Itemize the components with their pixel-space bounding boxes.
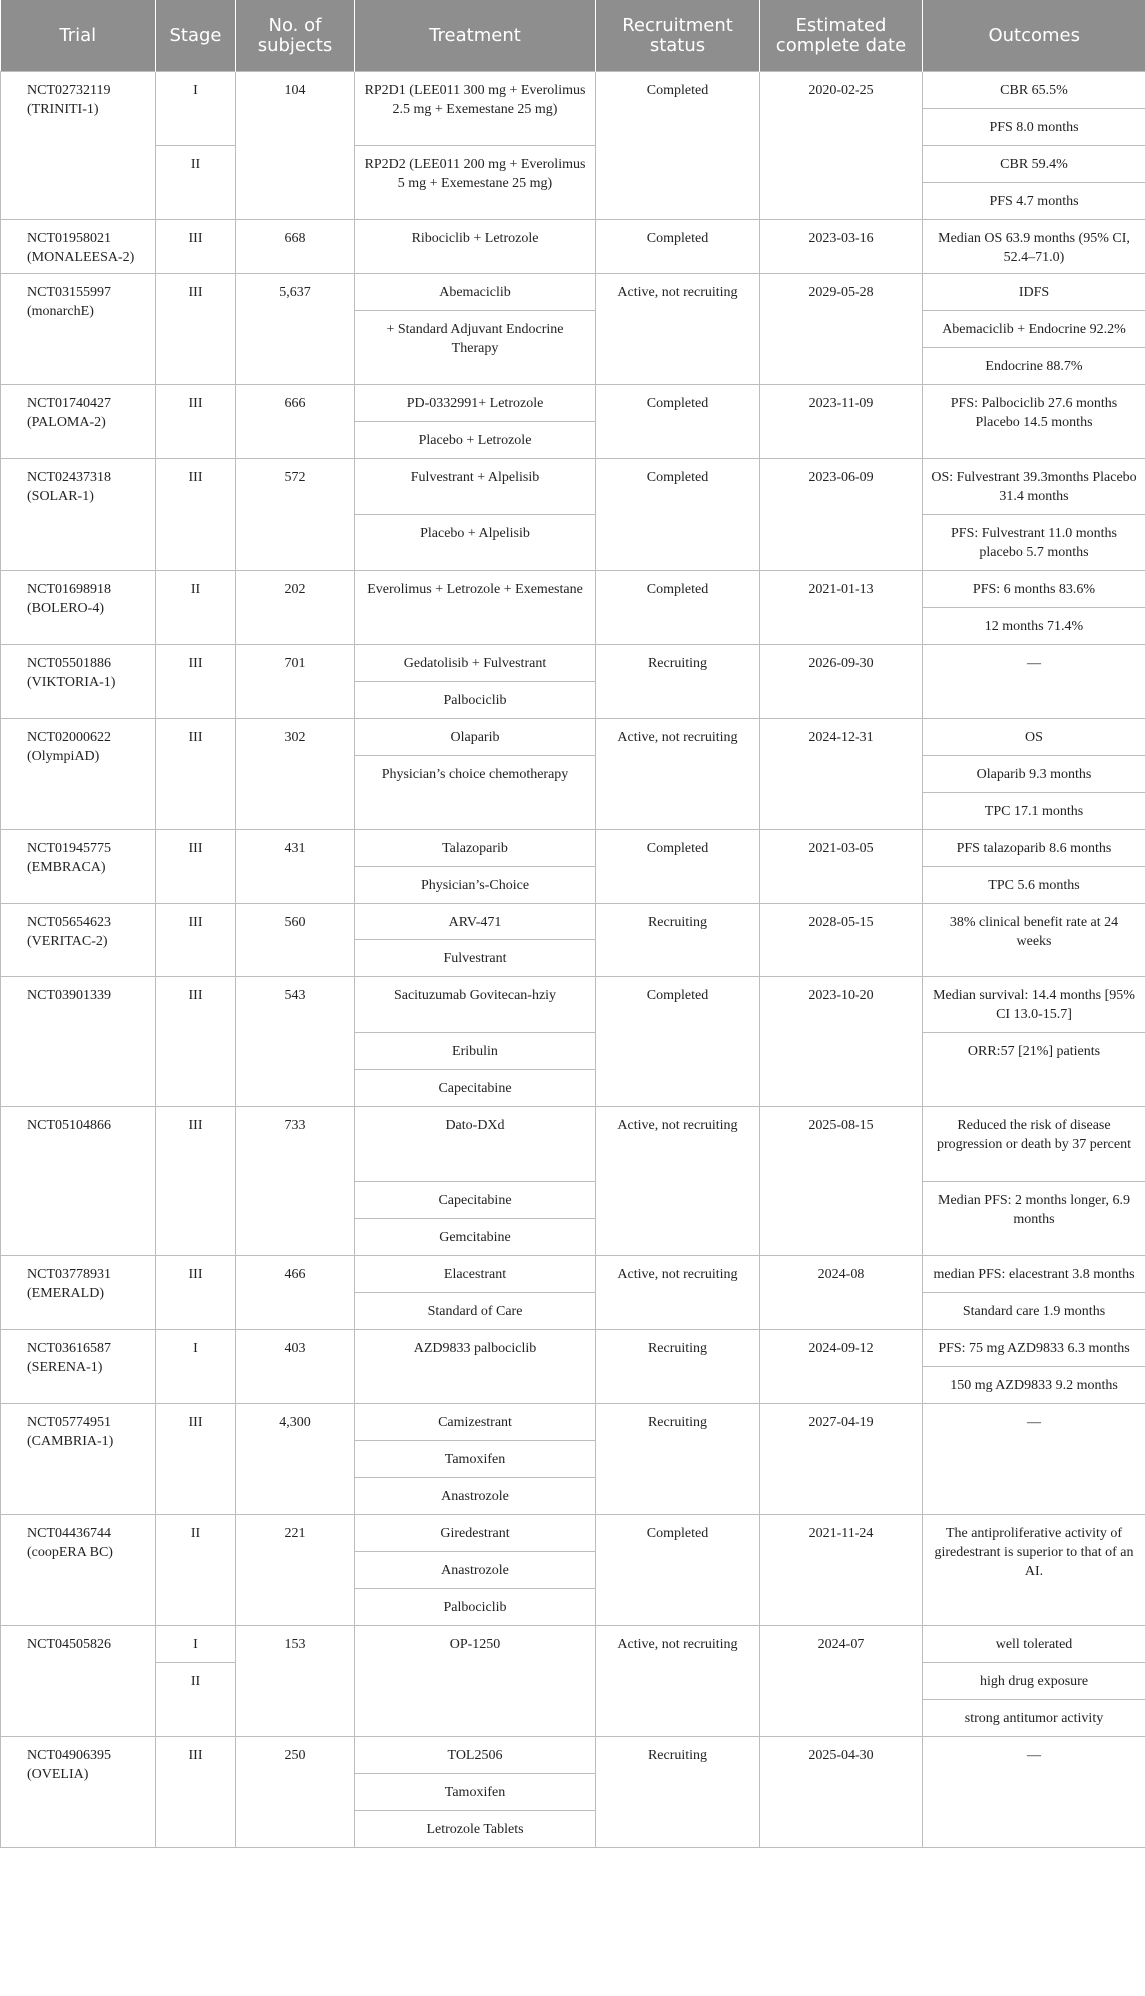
outcome-cell: ORR:57 [21%] patients — [923, 1033, 1145, 1107]
status-cell: Completed — [596, 1515, 760, 1626]
header-row — [1, 0, 1145, 72]
trial-name: (coopERA BC) — [27, 1545, 113, 1560]
trial-id: NCT03778931 — [27, 1267, 111, 1282]
outcome-cell: 38% clinical benefit rate at 24 weeks — [923, 904, 1145, 977]
trial-cell — [1, 1515, 156, 1626]
date-cell: 2023-03-16 — [760, 220, 923, 274]
treatment-cell: AZD9833 palbociclib — [355, 1330, 596, 1404]
header-estimated-complete-date: Estimated complete date — [760, 0, 923, 72]
treatment-cell: Physician’s choice chemotherapy — [355, 756, 596, 830]
status-cell: Completed — [596, 72, 760, 220]
outcome-cell: Median PFS: 2 months longer, 6.9 months — [923, 1182, 1145, 1256]
stage-cell: III — [156, 904, 236, 977]
trial-id: NCT05104866 — [27, 1118, 111, 1133]
subjects-cell: 403 — [236, 1330, 355, 1404]
header-recruitment-status: Recruitment status — [596, 0, 760, 72]
outcome-cell: 12 months 71.4% — [923, 608, 1145, 645]
treatment-cell: Anastrozole — [355, 1478, 596, 1515]
treatment-cell: Standard of Care — [355, 1293, 596, 1330]
date-cell: 2026-09-30 — [760, 645, 923, 719]
date-cell: 2021-03-05 — [760, 830, 923, 904]
subjects-cell: 302 — [236, 719, 355, 830]
trial-name: (VERITAC-2) — [27, 934, 108, 949]
table-row — [1, 645, 1145, 682]
outcome-cell: IDFS — [923, 274, 1145, 311]
table-header — [1, 0, 1145, 72]
subjects-cell: 250 — [236, 1737, 355, 1848]
treatment-cell: Placebo + Alpelisib — [355, 515, 596, 571]
outcome-cell: CBR 65.5% — [923, 72, 1145, 109]
stage-cell: III — [156, 385, 236, 459]
treatment-cell: Tamoxifen — [355, 1774, 596, 1811]
trial-cell — [1, 274, 156, 385]
trial-cell — [1, 904, 156, 977]
trial-name: (PALOMA-2) — [27, 415, 106, 430]
treatment-cell: PD-0332991+ Letrozole — [355, 385, 596, 422]
header-outcomes: Outcomes — [923, 0, 1145, 72]
trial-cell — [1, 1107, 156, 1256]
status-cell: Active, not recruiting — [596, 1107, 760, 1256]
treatment-cell: Gedatolisib + Fulvestrant — [355, 645, 596, 682]
date-cell: 2025-08-15 — [760, 1107, 923, 1256]
date-cell: 2020-02-25 — [760, 72, 923, 220]
date-cell: 2024-12-31 — [760, 719, 923, 830]
treatment-cell: Anastrozole — [355, 1552, 596, 1589]
table-row — [1, 1737, 1145, 1774]
subjects-cell: 466 — [236, 1256, 355, 1330]
trial-name: (SERENA-1) — [27, 1360, 103, 1375]
subjects-cell: 572 — [236, 459, 355, 571]
subjects-cell: 733 — [236, 1107, 355, 1256]
status-cell: Recruiting — [596, 904, 760, 977]
trial-name: (EMBRACA) — [27, 860, 106, 875]
date-cell: 2023-10-20 — [760, 977, 923, 1107]
trial-id: NCT05501886 — [27, 656, 111, 671]
status-cell: Active, not recruiting — [596, 719, 760, 830]
trial-id: NCT03155997 — [27, 285, 111, 300]
date-cell: 2021-11-24 — [760, 1515, 923, 1626]
treatment-cell: Palbociclib — [355, 1589, 596, 1626]
trial-cell — [1, 1626, 156, 1737]
date-cell: 2024-08 — [760, 1256, 923, 1330]
date-cell: 2024-07 — [760, 1626, 923, 1737]
status-cell: Completed — [596, 571, 760, 645]
treatment-cell: + Standard Adjuvant Endocrine Therapy — [355, 311, 596, 385]
stage-cell: II — [156, 571, 236, 645]
trial-cell — [1, 977, 156, 1107]
subjects-cell: 431 — [236, 830, 355, 904]
trial-id: NCT02437318 — [27, 470, 111, 485]
trial-cell — [1, 1330, 156, 1404]
date-cell: 2027-04-19 — [760, 1404, 923, 1515]
outcome-cell: Abemaciclib + Endocrine 92.2% — [923, 311, 1145, 348]
date-cell: 2021-01-13 — [760, 571, 923, 645]
treatment-cell: Fulvestrant + Alpelisib — [355, 459, 596, 515]
treatment-cell: Giredestrant — [355, 1515, 596, 1552]
table-row — [1, 719, 1145, 756]
outcome-cell: OS — [923, 719, 1145, 756]
status-cell: Recruiting — [596, 1737, 760, 1848]
table-row — [1, 1404, 1145, 1441]
header-subjects: No. of subjects — [236, 0, 355, 72]
status-cell: Completed — [596, 830, 760, 904]
table-row — [1, 274, 1145, 311]
trial-id: NCT05654623 — [27, 915, 111, 930]
trial-name: (VIKTORIA-1) — [27, 675, 116, 690]
trial-id: NCT04436744 — [27, 1526, 111, 1541]
treatment-cell: Eribulin — [355, 1033, 596, 1070]
treatment-cell: ARV-471 — [355, 904, 596, 940]
trial-name: (OVELIA) — [27, 1767, 89, 1782]
outcome-cell: — — [923, 645, 1145, 719]
table-row — [1, 1330, 1145, 1367]
outcome-cell: — — [923, 1737, 1145, 1848]
trial-cell — [1, 1256, 156, 1330]
outcome-cell: PFS 8.0 months — [923, 109, 1145, 146]
treatment-cell: Letrozole Tablets — [355, 1811, 596, 1848]
header-trial: Trial — [1, 0, 156, 72]
subjects-cell: 560 — [236, 904, 355, 977]
table-row — [1, 385, 1145, 422]
table-row — [1, 830, 1145, 867]
treatment-cell: Tamoxifen — [355, 1441, 596, 1478]
trial-cell — [1, 220, 156, 274]
outcome-cell: PFS 4.7 months — [923, 183, 1145, 220]
trial-name: (BOLERO-4) — [27, 601, 104, 616]
trial-id: NCT01958021 — [27, 231, 111, 246]
trial-id: NCT02732119 — [27, 83, 111, 98]
outcome-cell: Olaparib 9.3 months — [923, 756, 1145, 793]
subjects-cell: 5,637 — [236, 274, 355, 385]
outcome-cell: PFS: Palbociclib 27.6 months Placebo 14.5 months — [923, 385, 1145, 459]
date-cell: 2023-06-09 — [760, 459, 923, 571]
treatment-cell: Olaparib — [355, 719, 596, 756]
table-row — [1, 1107, 1145, 1182]
table-row — [1, 904, 1145, 940]
table-row — [1, 977, 1145, 1033]
subjects-cell: 202 — [236, 571, 355, 645]
subjects-cell: 543 — [236, 977, 355, 1107]
stage-cell: III — [156, 459, 236, 571]
header-treatment: Treatment — [355, 0, 596, 72]
outcome-cell: Standard care 1.9 months — [923, 1293, 1145, 1330]
date-cell: 2024-09-12 — [760, 1330, 923, 1404]
outcome-cell: Median OS 63.9 months (95% CI, 52.4–71.0) — [923, 220, 1145, 274]
outcome-cell: Median survival: 14.4 months [95% CI 13.0-15.7] — [923, 977, 1145, 1033]
stage-cell: III — [156, 719, 236, 830]
trial-name: (MONALEESA-2) — [27, 250, 135, 265]
trial-id: NCT04505826 — [27, 1637, 111, 1652]
stage-cell: III — [156, 977, 236, 1107]
trial-cell — [1, 72, 156, 220]
treatment-cell: Capecitabine — [355, 1070, 596, 1107]
table-row — [1, 220, 1145, 274]
stage-cell: II — [156, 146, 236, 220]
stage-cell: I — [156, 1330, 236, 1404]
date-cell: 2023-11-09 — [760, 385, 923, 459]
table-row — [1, 146, 1145, 183]
outcome-cell: well tolerated — [923, 1626, 1145, 1663]
stage-cell: I — [156, 72, 236, 146]
trial-name: (TRINITI-1) — [27, 102, 99, 117]
status-cell: Active, not recruiting — [596, 1256, 760, 1330]
trial-id: NCT02000622 — [27, 730, 111, 745]
status-cell: Active, not recruiting — [596, 1626, 760, 1737]
treatment-cell: Dato-DXd — [355, 1107, 596, 1182]
stage-cell: III — [156, 1404, 236, 1515]
trial-name: (CAMBRIA-1) — [27, 1434, 114, 1449]
outcome-cell: Endocrine 88.7% — [923, 348, 1145, 385]
treatment-cell: Placebo + Letrozole — [355, 422, 596, 459]
stage-cell: II — [156, 1515, 236, 1626]
trial-cell — [1, 1737, 156, 1848]
stage-cell: III — [156, 1737, 236, 1848]
trial-name: (OlympiAD) — [27, 749, 100, 764]
stage-cell: III — [156, 1256, 236, 1330]
outcome-cell: CBR 59.4% — [923, 146, 1145, 183]
trial-id: NCT05774951 — [27, 1415, 111, 1430]
outcome-cell: TPC 17.1 months — [923, 793, 1145, 830]
stage-cell: III — [156, 1107, 236, 1256]
treatment-cell: TOL2506 — [355, 1737, 596, 1774]
trial-cell — [1, 385, 156, 459]
outcome-cell: OS: Fulvestrant 39.3months Placebo 31.4 months — [923, 459, 1145, 515]
trial-cell — [1, 645, 156, 719]
trial-cell — [1, 719, 156, 830]
trial-id: NCT01740427 — [27, 396, 111, 411]
status-cell: Completed — [596, 220, 760, 274]
treatment-cell: Gemcitabine — [355, 1219, 596, 1256]
trial-cell — [1, 830, 156, 904]
subjects-cell: 668 — [236, 220, 355, 274]
stage-cell: III — [156, 830, 236, 904]
treatment-cell: Abemaciclib — [355, 274, 596, 311]
status-cell: Completed — [596, 977, 760, 1107]
treatment-cell: Fulvestrant — [355, 940, 596, 977]
trial-id: NCT03901339 — [27, 988, 111, 1003]
outcome-cell: The antiproliferative activity of giredestrant is superior to that of an AI. — [923, 1515, 1145, 1626]
outcome-cell: TPC 5.6 months — [923, 867, 1145, 904]
trial-cell — [1, 1404, 156, 1515]
treatment-cell: RP2D2 (LEE011 200 mg + Everolimus 5 mg + Exemestane 25 mg) — [355, 146, 596, 220]
table-row — [1, 1626, 1145, 1663]
table-row — [1, 1515, 1145, 1552]
trial-name: (EMERALD) — [27, 1286, 104, 1301]
treatment-cell: OP-1250 — [355, 1626, 596, 1737]
trial-id: NCT01945775 — [27, 841, 111, 856]
stage-cell: III — [156, 274, 236, 385]
outcome-cell: PFS: 75 mg AZD9833 6.3 months — [923, 1330, 1145, 1367]
subjects-cell: 221 — [236, 1515, 355, 1626]
treatment-cell: Camizestrant — [355, 1404, 596, 1441]
status-cell: Completed — [596, 385, 760, 459]
table-row — [1, 1256, 1145, 1293]
trial-id: NCT03616587 — [27, 1341, 111, 1356]
status-cell: Active, not recruiting — [596, 274, 760, 385]
subjects-cell: 666 — [236, 385, 355, 459]
table-body — [1, 72, 1145, 1848]
treatment-cell: Sacituzumab Govitecan-hziy — [355, 977, 596, 1033]
trial-id: NCT01698918 — [27, 582, 111, 597]
treatment-cell: Everolimus + Letrozole + Exemestane — [355, 571, 596, 645]
subjects-cell: 153 — [236, 1626, 355, 1737]
stage-cell: I — [156, 1626, 236, 1663]
treatment-cell: Elacestrant — [355, 1256, 596, 1293]
status-cell: Recruiting — [596, 645, 760, 719]
status-cell: Recruiting — [596, 1404, 760, 1515]
outcome-cell: strong antitumor activity — [923, 1700, 1145, 1737]
table-row — [1, 72, 1145, 109]
trial-cell — [1, 459, 156, 571]
outcome-cell: PFS talazoparib 8.6 months — [923, 830, 1145, 867]
outcome-cell: PFS: Fulvestrant 11.0 months placebo 5.7 months — [923, 515, 1145, 571]
table-row — [1, 459, 1145, 515]
outcome-cell: PFS: 6 months 83.6% — [923, 571, 1145, 608]
outcome-cell: Reduced the risk of disease progression or death by 37 percent — [923, 1107, 1145, 1182]
date-cell: 2028-05-15 — [760, 904, 923, 977]
subjects-cell: 104 — [236, 72, 355, 220]
treatment-cell: Physician’s-Choice — [355, 867, 596, 904]
treatment-cell: RP2D1 (LEE011 300 mg + Everolimus 2.5 mg + Exemestane 25 mg) — [355, 72, 596, 146]
outcome-cell: 150 mg AZD9833 9.2 months — [923, 1367, 1145, 1404]
header-stage: Stage — [156, 0, 236, 72]
status-cell: Completed — [596, 459, 760, 571]
status-cell: Recruiting — [596, 1330, 760, 1404]
trial-name: (monarchE) — [27, 304, 94, 319]
date-cell: 2025-04-30 — [760, 1737, 923, 1848]
outcome-cell: — — [923, 1404, 1145, 1515]
outcome-cell: median PFS: elacestrant 3.8 months — [923, 1256, 1145, 1293]
trial-name: (SOLAR-1) — [27, 489, 94, 504]
date-cell: 2029-05-28 — [760, 274, 923, 385]
outcome-cell: high drug exposure — [923, 1663, 1145, 1700]
stage-cell: III — [156, 645, 236, 719]
treatment-cell: Capecitabine — [355, 1182, 596, 1219]
treatment-cell: Ribociclib + Letrozole — [355, 220, 596, 274]
stage-cell: III — [156, 220, 236, 274]
stage-cell: II — [156, 1663, 236, 1737]
trial-id: NCT04906395 — [27, 1748, 111, 1763]
treatment-cell: Palbociclib — [355, 682, 596, 719]
treatment-cell: Talazoparib — [355, 830, 596, 867]
table-row — [1, 571, 1145, 608]
subjects-cell: 701 — [236, 645, 355, 719]
trial-cell — [1, 571, 156, 645]
subjects-cell: 4,300 — [236, 1404, 355, 1515]
